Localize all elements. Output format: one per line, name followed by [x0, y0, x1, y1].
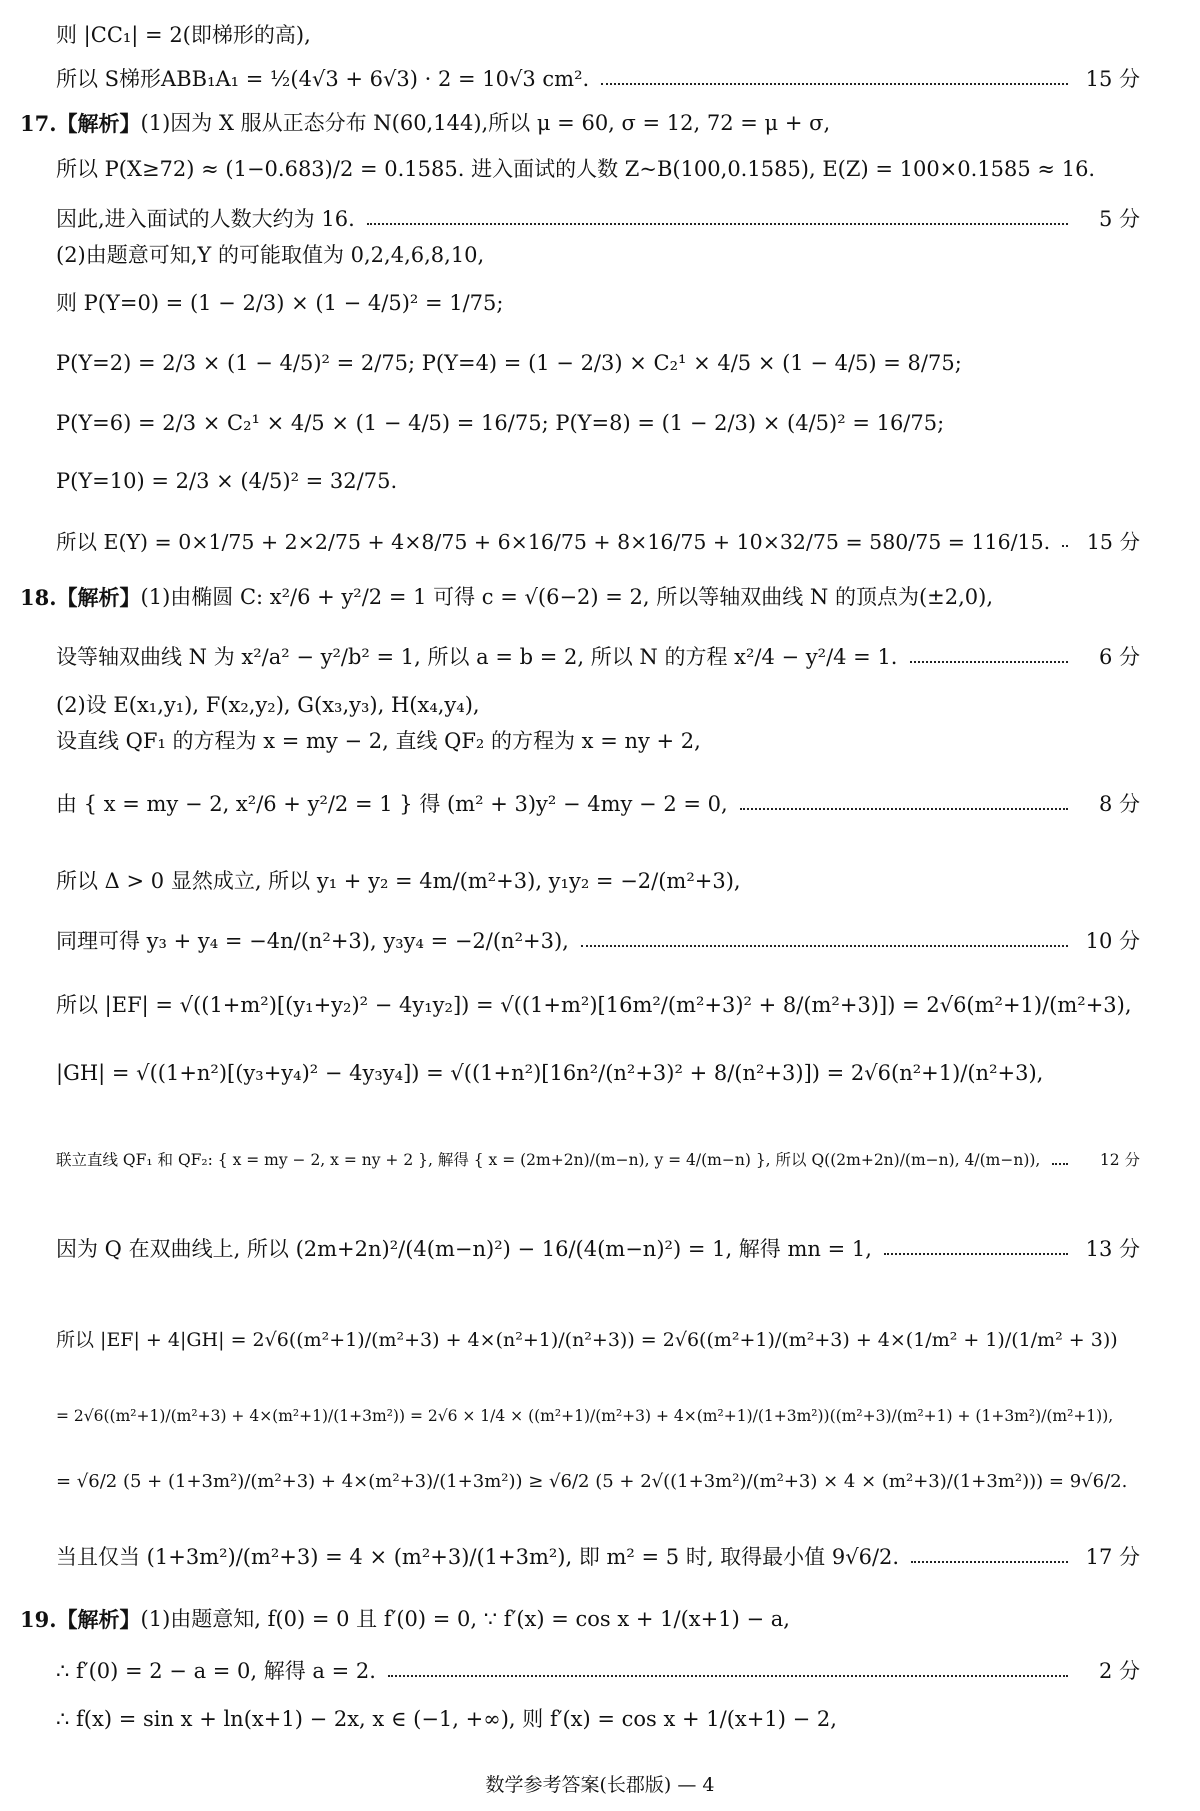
text-line	[56, 1230, 1140, 1270]
line-text: 所以 Δ > 0 显然成立, 所以 y₁ + y₂ = 4m/(m²+3), y₁y₂ = −2/(m²+3),	[56, 869, 741, 894]
text-line	[56, 1054, 1140, 1094]
score-label: 6 分	[1098, 645, 1140, 670]
text-line	[56, 1396, 1140, 1436]
question-number: 18.	[20, 585, 57, 611]
line-text: 所以 |EF| + 4|GH| = 2√6((m²+1)/(m²+3) + 4×(n²+1)/(n²+3)) = 2√6((m²+1)/(m²+3) + 4×(1/m² + 1)/(1/m² + 3))	[56, 1328, 1118, 1351]
analysis-tag: 【解析】	[56, 111, 141, 137]
text-line	[56, 150, 1140, 190]
text-line	[56, 862, 1140, 902]
text-line	[56, 1140, 1140, 1180]
line-text: P(Y=6) = 2/3 × C₂¹ × 4/5 × (1 − 4/5) = 16/75; P(Y=8) = (1 − 2/3) × (4/5)² = 16/75;	[56, 411, 945, 436]
text-line	[56, 1700, 1140, 1740]
dot-leader	[601, 83, 1068, 85]
text-line	[56, 344, 1140, 384]
score-label: 2 分	[1098, 1659, 1140, 1684]
line-text: 同理可得 y₃ + y₄ = −4n/(n²+3), y₃y₄ = −2/(n²+3),	[56, 929, 569, 954]
line-text: 所以 S梯形ABB₁A₁ = ½(4√3 + 6√3) · 2 = 10√3 cm².	[56, 67, 590, 92]
dot-leader	[581, 945, 1068, 947]
text-line	[56, 16, 1140, 56]
line-text: 则 P(Y=0) = (1 − 2/3) × (1 − 4/5)² = 1/75;	[56, 291, 504, 316]
line-text: P(Y=2) = 2/3 × (1 − 4/5)² = 2/75; P(Y=4) = (1 − 2/3) × C₂¹ × 4/5 × (1 − 4/5) = 8/75;	[56, 351, 962, 376]
analysis-tag: 【解析】	[56, 1607, 141, 1633]
text-line	[56, 236, 1140, 276]
line-text: 设直线 QF₁ 的方程为 x = my − 2, 直线 QF₂ 的方程为 x = ny + 2,	[56, 729, 701, 754]
line-text: 因此,进入面试的人数大约为 16.	[56, 207, 355, 232]
question-number: 17.	[20, 111, 57, 137]
line-text: = 2√6((m²+1)/(m²+3) + 4×(m²+1)/(1+3m²)) = 2√6 × 1/4 × ((m²+1)/(m²+3) + 4×(m²+1)/(1+3m²))((m²+3)/(m²+1) + (1+3m²)/(m²+1)),	[56, 1406, 1114, 1425]
dot-leader	[367, 223, 1068, 225]
text-line	[56, 1538, 1140, 1578]
text-line	[56, 1652, 1140, 1692]
text-line	[56, 60, 1140, 100]
text-line	[56, 404, 1140, 444]
line-text: |GH| = √((1+n²)[(y₃+y₄)² − 4y₃y₄]) = √((1+n²)[16n²/(n²+3)² + 8/(n²+3)]) = 2√6(n²+1)/(n²+3),	[56, 1061, 1044, 1086]
text-line	[56, 200, 1140, 240]
line-text: ∴ f′(0) = 2 − a = 0, 解得 a = 2.	[56, 1659, 376, 1684]
dot-leader	[1062, 545, 1068, 547]
line-text: 所以 |EF| = √((1+m²)[(y₁+y₂)² − 4y₁y₂]) = √((1+m²)[16m²/(m²+3)² + 8/(m²+3)]) = 2√6(m²+1)/(m²+3),	[56, 993, 1132, 1018]
dot-leader	[1052, 1163, 1068, 1165]
question-number: 19.	[20, 1607, 57, 1633]
score-label: 8 分	[1098, 792, 1140, 817]
question-heading	[20, 104, 1140, 144]
text-line	[56, 922, 1140, 962]
score-label: 15 分	[1085, 67, 1140, 92]
score-label: 13 分	[1085, 1237, 1140, 1262]
line-text: 所以 P(X≥72) ≈ (1−0.683)/2 = 0.1585. 进入面试的人数 Z~B(100,0.1585), E(Z) = 100×0.1585 ≈ 16.	[56, 157, 1096, 182]
line-text: P(Y=10) = 2/3 × (4/5)² = 32/75.	[56, 469, 398, 494]
line-text: 由 { x = my − 2, x²/6 + y²/2 = 1 } 得 (m² + 3)y² − 4my − 2 = 0,	[56, 792, 728, 817]
page-footer: 数学参考答案(长郡版) — 4	[485, 1774, 715, 1796]
line-text: 联立直线 QF₁ 和 QF₂: { x = my − 2, x = ny + 2 }, 解得 { x = (2m+2n)/(m−n), y = 4/(m−n) }, 所以 Q((2m+2n)/(m−n), 4/(m−n)),	[56, 1150, 1041, 1169]
line-text: (2)设 E(x₁,y₁), F(x₂,y₂), G(x₃,y₃), H(x₄,y₄),	[56, 693, 480, 718]
question-heading	[20, 1600, 1140, 1640]
line-text: 则 |CC₁| = 2(即梯形的高),	[56, 23, 311, 48]
dot-leader	[884, 1253, 1068, 1255]
text-line	[56, 638, 1140, 678]
line-text: 所以 E(Y) = 0×1/75 + 2×2/75 + 4×8/75 + 6×16/75 + 8×16/75 + 10×32/75 = 580/75 = 116/15.	[56, 529, 1051, 554]
text-line	[56, 986, 1140, 1026]
dot-leader	[388, 1675, 1068, 1677]
score-label: 12 分	[1099, 1150, 1140, 1169]
question-heading	[20, 578, 1140, 618]
dot-leader	[910, 661, 1069, 663]
text-line	[56, 462, 1140, 502]
text-line	[56, 1462, 1140, 1502]
text-line	[56, 1320, 1140, 1360]
score-label: 10 分	[1085, 929, 1140, 954]
line-text: (1)由椭圆 C: x²/6 + y²/2 = 1 可得 c = √(6−2) = 2, 所以等轴双曲线 N 的顶点为(±2,0),	[140, 585, 994, 610]
line-text: (2)由题意可知,Y 的可能取值为 0,2,4,6,8,10,	[56, 243, 485, 268]
line-text: 当且仅当 (1+3m²)/(m²+3) = 4 × (m²+3)/(1+3m²), 即 m² = 5 时, 取得最小值 9√6/2.	[56, 1545, 900, 1570]
analysis-tag: 【解析】	[56, 585, 141, 611]
dot-leader	[911, 1561, 1068, 1563]
text-line	[56, 522, 1140, 562]
score-label: 17 分	[1085, 1545, 1140, 1570]
text-line	[56, 785, 1140, 825]
text-line	[56, 686, 1140, 726]
line-text: ∴ f(x) = sin x + ln(x+1) − 2x, x ∈ (−1, +∞), 则 f′(x) = cos x + 1/(x+1) − 2,	[56, 1707, 837, 1732]
line-text: 因为 Q 在双曲线上, 所以 (2m+2n)²/(4(m−n)²) − 16/(4(m−n)²) = 1, 解得 mn = 1,	[56, 1237, 872, 1262]
score-label: 5 分	[1098, 207, 1140, 232]
score-label: 15 分	[1086, 529, 1140, 554]
text-line	[56, 284, 1140, 324]
line-text: 设等轴双曲线 N 为 x²/a² − y²/b² = 1, 所以 a = b = 2, 所以 N 的方程 x²/4 − y²/4 = 1.	[56, 645, 898, 670]
line-text: = √6/2 (5 + (1+3m²)/(m²+3) + 4×(m²+3)/(1+3m²)) ≥ √6/2 (5 + 2√((1+3m²)/(m²+3) × 4 × (m²+3)/(1+3m²))) = 9√6/2.	[56, 1471, 1128, 1493]
line-text: (1)因为 X 服从正态分布 N(60,144),所以 μ = 60, σ = 12, 72 = μ + σ,	[140, 111, 831, 136]
text-line	[56, 722, 1140, 762]
line-text: (1)由题意知, f(0) = 0 且 f′(0) = 0, ∵ f′(x) = cos x + 1/(x+1) − a,	[140, 1607, 790, 1632]
dot-leader	[740, 808, 1068, 810]
